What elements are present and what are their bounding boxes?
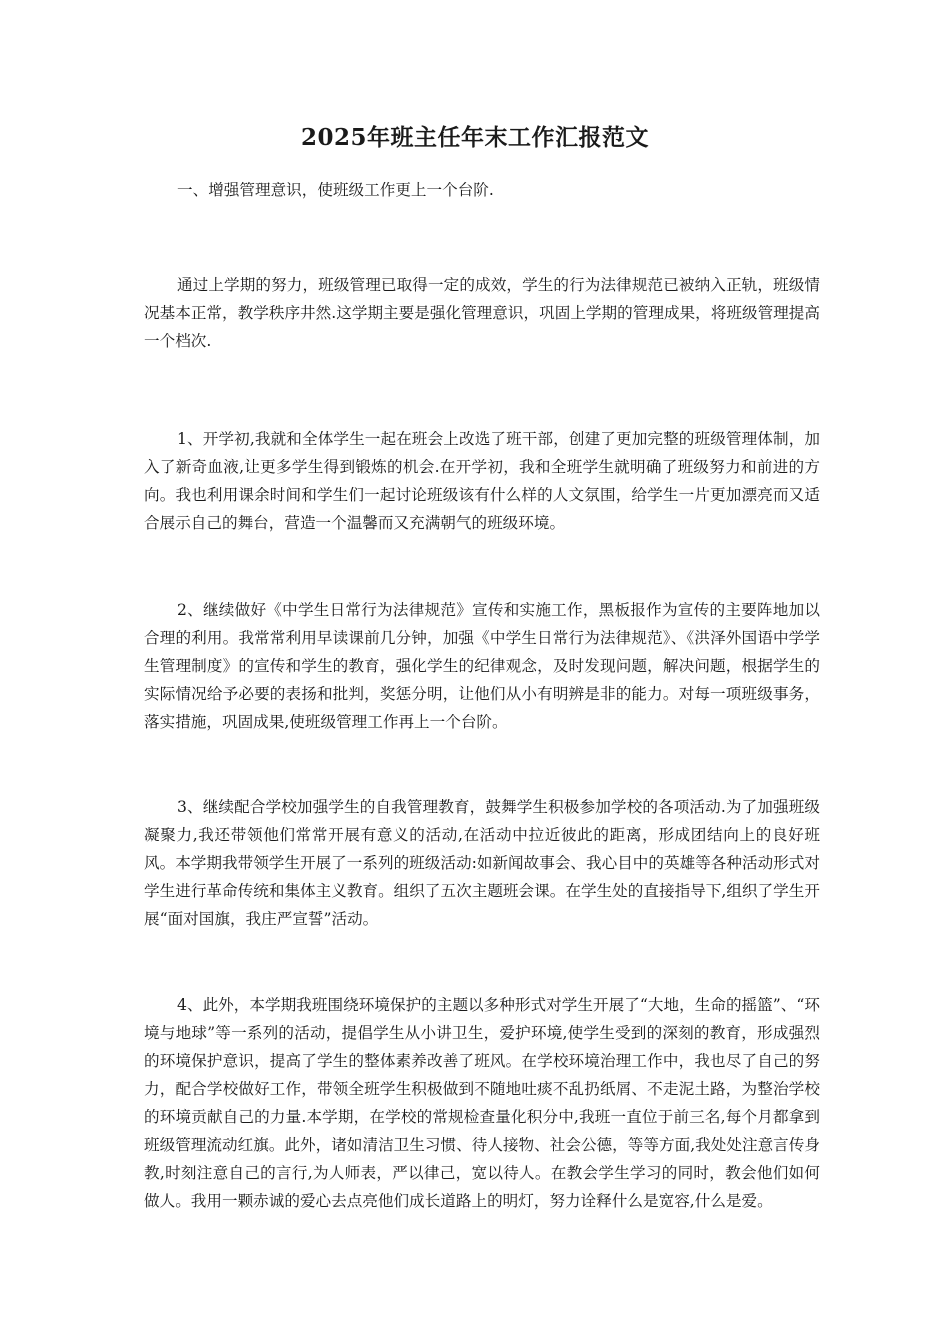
paragraph-item-4: 4、此外，本学期我班围绕环境保护的主题以多种形式对学生开展了“大地，生命的摇篮”、“环境与地球”等一系列的活动，提倡学生从小讲卫生，爱护环境,使学生受到的深刻的教育，形成强烈的环境保护意识，提高了学生的整体素养改善了班风。在学校环境治理工作中，我也尽了自己的努力，配合学校做好工作，带领全班学生积极做到不随地吐痰不乱扔纸屑、不走泥土路，为整治学校的环境贡献自己的力量.本学期，在学校的常规检查量化积分中,我班一直位于前三名,每个月都拿到班级管理流动红旗。此外，诸如清洁卫生习惯、待人接物、社会公德，等等方面,我处处注意言传身教,时刻注意自己的言行,为人师表，严以律己，宽以待人。在教会学生学习的同时，教会他们如何做人。我用一颗赤诚的爱心去点亮他们成长道路上的明灯，努力诠释什么是宽容,什么是爱。	[144, 996, 820, 1210]
document-title: 2025年班主任年末工作汇报范文	[300, 124, 649, 151]
section-heading: 一、增强管理意识，使班级工作更上一个台阶.	[177, 181, 494, 199]
paragraph-item-3: 3、继续配合学校加强学生的自我管理教育，鼓舞学生积极参加学校的各项活动.为了加强班级凝聚力,我还带领他们常常开展有意义的活动,在活动中拉近彼此的距离，形成团结向上的良好班风。本学期我带领学生开展了一系列的班级活动:如新闻故事会、我心目中的英雄等各种活动形式对学生进行革命传统和集体主义教育。组织了五次主题班会课。在学生处的直接指导下,组织了学生开展“面对国旗，我庄严宣誓”活动。	[144, 798, 820, 928]
intro-paragraph: 通过上学期的努力，班级管理已取得一定的成效，学生的行为法律规范已被纳入正轨，班级情况基本正常，教学秩序井然.这学期主要是强化管理意识，巩固上学期的管理成果，将班级管理提高一个档次.	[144, 276, 820, 350]
paragraph-item-2: 2、继续做好《中学生日常行为法律规范》宣传和实施工作，黑板报作为宣传的主要阵地加以合理的利用。我常常利用早读课前几分钟，加强《中学生日常行为法律规范》、《洪泽外国语中学学生管理制度》的宣传和学生的教育，强化学生的纪律观念，及时发现问题，解决问题，根据学生的实际情况给予必要的表扬和批判，奖惩分明，让他们从小有明辨是非的能力。对每一项班级事务，落实措施，巩固成果,使班级管理工作再上一个台阶。	[144, 601, 820, 731]
paragraph-item-1: 1、开学初,我就和全体学生一起在班会上改选了班干部，创建了更加完整的班级管理体制，加入了新奇血液,让更多学生得到锻炼的机会.在开学初，我和全班学生就明确了班级努力和前进的方向。我也利用课余时间和学生们一起讨论班级该有什么样的人文氛围，给学生一片更加漂亮而又适合展示自己的舞台，营造一个温馨而又充满朝气的班级环境。	[144, 430, 820, 532]
